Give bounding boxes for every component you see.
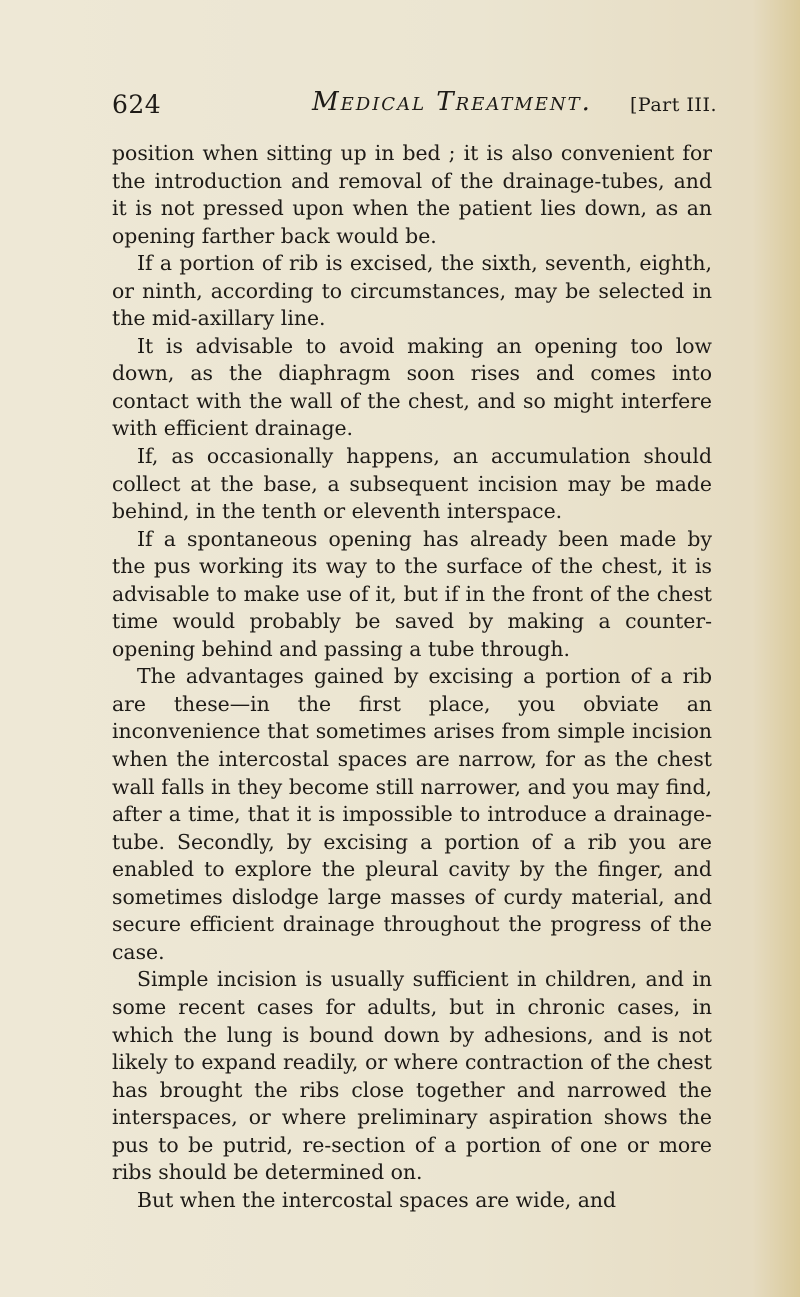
paragraph-advantages: The advantages gained by excising a portion of a rib are these—in the first place, you obviate an inconvenience that sometimes arises from simple incision when the intercostal spaces are narrow, for as the chest wall falls in they become still narrower, and you may find, after a time, that it is impossible to introduce a drainage-tube. Secondly, by excising a portion of a rib you are enabled to explore the pleural cavity by the finger, and sometimes dislodge large masses of curdy material, and secure efficient drainage throughout the progress of the case. <box>112 664 712 964</box>
page-number: 624 <box>112 90 162 119</box>
running-head <box>90 84 730 128</box>
paragraph-accumulation: If, as occasionally happens, an accumulation should collect at the base, a subsequent incision may be made behind, in the tenth or eleventh interspace. <box>112 444 712 524</box>
part-label: [Part III. <box>630 94 717 116</box>
paragraph-wide-spaces: But when the intercostal spaces are wide, and <box>137 1187 617 1212</box>
running-title: Medical Treatment. <box>312 87 592 117</box>
body-text <box>112 140 712 1214</box>
paragraph-spontaneous-opening: If a spontaneous opening has already been made by the pus working its way to the surface of the chest, it is advisable to make use of it, but if in the front of the chest time would probably be saved by making a counter-opening behind and passing a tube through. <box>112 526 712 661</box>
paragraph-opening-height: It is advisable to avoid making an opening too low down, as the diaphragm soon rises and comes into contact with the wall of the chest, and so might interfere with efficient drainage. <box>112 333 712 441</box>
paragraph-continuation: position when sitting up in bed ; it is also convenient for the introduction and removal of the drainage-tubes, and it is not pressed upon when the patient lies down, as an opening farther back would be. <box>112 141 712 248</box>
paragraph-simple-incision: Simple incision is usually sufficient in children, and in some recent cases for adults, but in chronic cases, in which the lung is bound down by adhesions, and is not likely to expand readily, or where contraction of the chest has brought the ribs close together and narrowed the interspaces, or where preliminary aspiration shows the pus to be putrid, re-section of a portion of one or more ribs should be determined on. <box>112 967 712 1185</box>
paragraph-rib-excision: If a portion of rib is excised, the sixth, seventh, eighth, or ninth, according to circumstances, may be selected in the mid-axillary line. <box>112 251 712 331</box>
